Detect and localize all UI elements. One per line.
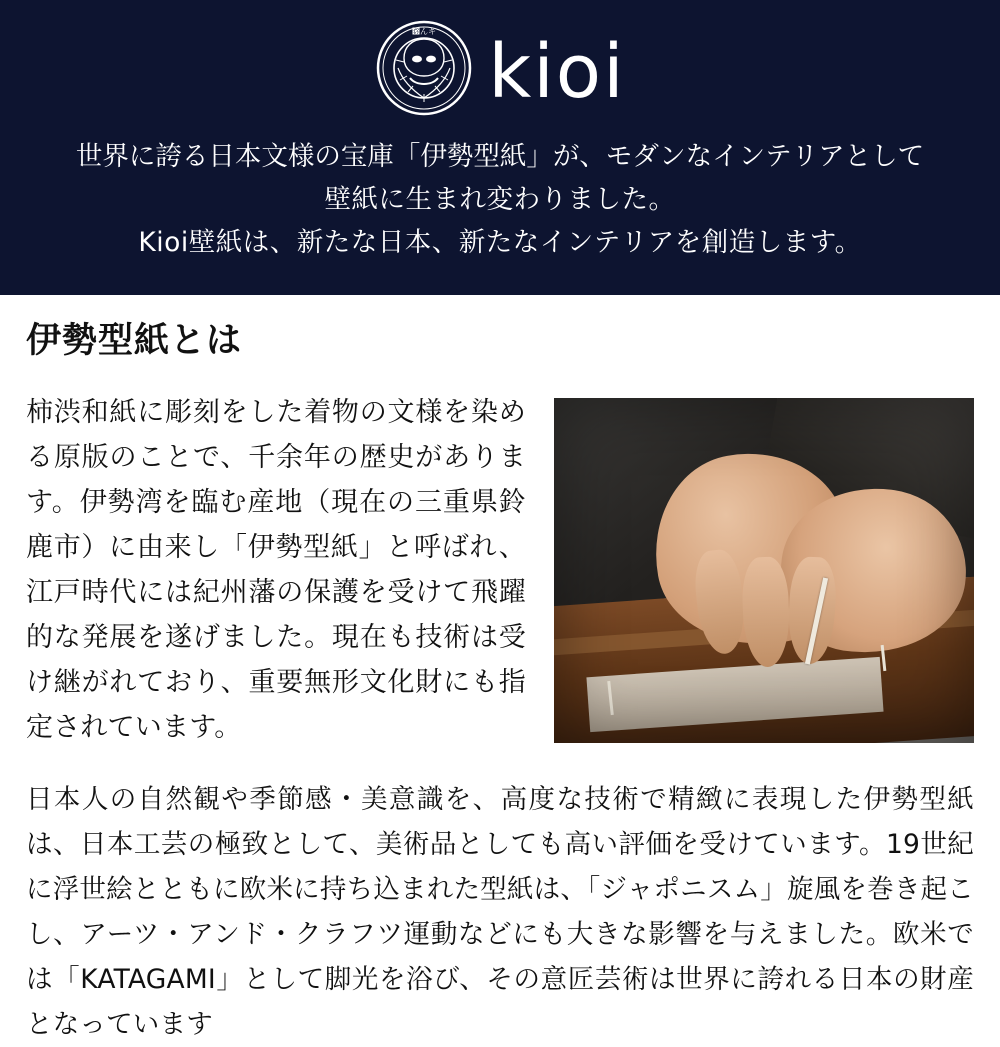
paragraph-two: 日本人の自然観や季節感・美意識を、高度な技術で精緻に表現した伊勢型紙は、日本工芸の極致として、美術品としても高い評価を受けています。19世紀に浮世絵とともに欧米に持ち込まれた型紙は、「ジャポニスム」旋風を巻き起こし、アーツ・アンド・クラフツ運動などにも大きな影響を与えました。欧米では「KATAGAMI」として脚光を浴び、その意匠芸術は世界に誇れる日本の財産となっています [26, 784, 974, 1040]
main-content [0, 295, 1000, 1047]
circular-crest-logo-icon [374, 18, 474, 118]
katagami-carving-photo [554, 398, 974, 743]
intro-block [26, 390, 974, 750]
brand-wordmark: kioi [488, 28, 626, 115]
paragraph-one: 柿渋和紙に彫刻をした着物の文様を染める原版のことで、千余年の歴史があります。伊勢湾を臨む産地（現在の三重県鈴鹿市）に由来し「伊勢型紙」と呼ばれ、江戸時代には紀州藩の保護を受けて飛躍的な発展を遂げました。現在も技術は受け継がれており、重要無形文化財にも指定されています。 [26, 397, 526, 743]
hero-line-1: 世界に誇る日本文様の宝庫「伊勢型紙」が、モダンなインテリアとして [75, 141, 925, 172]
hero-line-3: Kioi壁紙は、新たな日本、新たなインテリアを創造します。 [138, 227, 862, 258]
brand-logo [0, 0, 1000, 135]
page-title: 伊勢型紙とは [26, 321, 243, 361]
hero-line-2: 壁紙に生まれ変わりました。 [324, 184, 676, 215]
hero-banner [0, 0, 1000, 295]
hero-copy [0, 135, 1000, 264]
svg-text:゗んキ: ゗んキ [412, 26, 437, 36]
